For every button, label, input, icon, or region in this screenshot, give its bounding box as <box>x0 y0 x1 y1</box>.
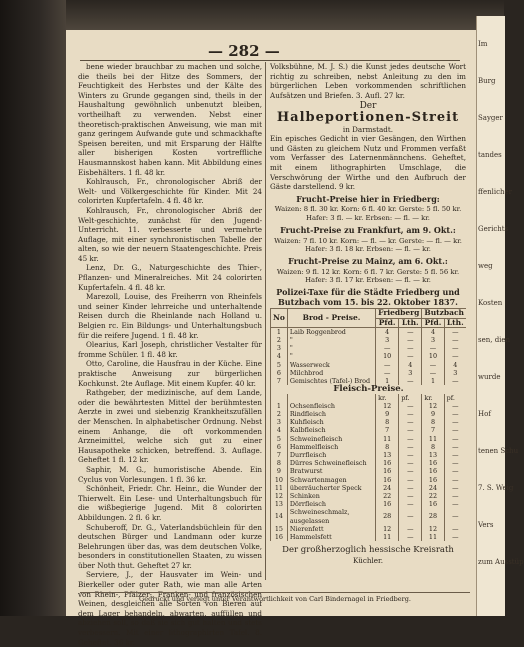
meat-row <box>271 533 467 541</box>
value-cell: — <box>399 476 422 484</box>
value-cell: 12 <box>376 402 399 410</box>
value-cell: 8 <box>271 459 288 467</box>
value-cell: — <box>399 352 422 360</box>
value-cell: 12 <box>376 525 399 533</box>
value-cell: 2 <box>271 410 288 418</box>
entry-paragraph: Schönheit, Friedr. Chr. Heinr., die Wunder der Thierwelt. Ein Lese- und Unterhaltungsbuch für die wißbegierige Jugend. Mit 8 colorirten Abbildungen. 2 fl. 6 kr. <box>78 484 262 522</box>
entry-paragraph: Kohlrausch, Fr., chronologischer Abriß der Welt-geschichte, zunächst für den Jugend- Unterricht. 11. verbesserte und vermehrte Auflage, mit einer synchronistischen Tabelle der alten, so wie der neuern Staatengeschichte. Preis 45 kr. <box>78 205 262 263</box>
next-page-fragment: weg <box>478 262 493 270</box>
value-cell: 3 <box>444 369 466 377</box>
next-page-fragment: Im <box>478 40 488 48</box>
value-cell: 4 <box>399 361 422 369</box>
next-page-fragment: Hof <box>478 410 491 418</box>
value-cell: — <box>399 508 422 524</box>
unit-header: kr. <box>376 394 399 402</box>
value-cell: 10 <box>271 476 288 484</box>
next-page-fragment: Vers <box>478 521 494 529</box>
value-cell: 13 <box>376 451 399 459</box>
entry-paragraph: bene wieder brauchbar zu machen und solche, die theils bei der Hitze des Sommers, der Feuchtigkeit des Herbstes und der Kälte des Winters zu Grunde gegangen sind, theils in der Haushaltung gewöhnlich unbenutzt bleiben, vortheilhaft zu verwenden. Nebst einer theoretisch-praktischen Anweisung, wie man mit ganz geringem Aufwande gute und schmackhafte Speisen bereiten, und mit Ersparung der Hälfte aller bisherigen Kosten vortreffliche Hausmannskost haben kann. Mit Abbildung eines Eisbehälters. 1 fl. 48 kr. <box>78 62 262 177</box>
value-cell: 8 <box>376 418 399 426</box>
value-cell: — <box>444 451 466 459</box>
unit-header: pf. <box>399 394 422 402</box>
value-cell: — <box>399 377 422 385</box>
unit-header: Pfd. <box>422 318 444 327</box>
meat-row <box>271 451 467 459</box>
fruit-prices-mainz-heading: Frucht-Preise zu Mainz, am 6. Okt.: <box>288 256 448 267</box>
poem-title-place: in Darmstadt. <box>342 124 394 134</box>
value-cell: — <box>444 426 466 434</box>
value-cell: 4 <box>444 361 466 369</box>
item-name-cell: Ochsenfleisch <box>287 402 375 410</box>
entry-paragraph: Schuberoff, Dr. G., Vaterlandsbüchlein für den deutschen Bürger und Landmann oder kurze Belehrungen über das, was dem deutschen Volke, besonders in constitutionellen Staaten, zu wissen über Noth thut. Geheftet 27 kr. <box>78 522 262 570</box>
value-cell: — <box>444 525 466 533</box>
value-cell: 3 <box>376 336 399 344</box>
value-cell: 16 <box>271 533 288 541</box>
fruit-prices-mainz: Waizen: 9 fl. 12 kr. Korn: 6 fl. 7 kr. Gerste: 5 fl. 56 kr. Hafer: 3 fl. 17 kr. Erbsen: — fl. — kr. <box>276 267 460 285</box>
value-cell: — <box>399 500 422 508</box>
poem-title: Halbeportionen-Streit <box>276 109 460 125</box>
next-page-fragment: ffenlicher <box>478 188 513 196</box>
value-cell: 8 <box>422 418 444 426</box>
value-cell: 24 <box>376 484 399 492</box>
value-cell: — <box>444 476 466 484</box>
item-name-cell: Milchbrod <box>287 369 375 377</box>
meat-row <box>271 484 467 492</box>
item-name-cell: " <box>287 352 375 360</box>
value-cell: 5 <box>271 361 288 369</box>
value-cell: — <box>422 361 444 369</box>
meat-row <box>271 410 467 418</box>
spacer-cell <box>271 394 288 402</box>
page-number: — 282 — <box>208 42 280 60</box>
column-header-no: No <box>271 309 288 327</box>
value-cell: 22 <box>422 492 444 500</box>
bread-rows <box>271 327 467 385</box>
book-gutter <box>0 0 66 616</box>
fruit-prices-friedberg-heading: Frucht-Preise hier in Friedberg: <box>296 193 440 204</box>
item-name-cell: " <box>287 336 375 344</box>
unit-header: Lth. <box>444 318 466 327</box>
value-cell: — <box>399 336 422 344</box>
bread-row <box>271 336 467 344</box>
value-cell: — <box>444 492 466 500</box>
bread-row <box>271 352 467 360</box>
value-cell: 5 <box>271 435 288 443</box>
bread-row <box>271 369 467 377</box>
item-name-cell: Laib Roggenbrod <box>287 327 375 336</box>
entry-paragraph: Rathgeber, der medizinische, auf dem Lande, oder die bewährtesten Mittel der berühmtesten Aerzte in zwei und siebenzig Krankheitszufällen der Menschen. In alphabetischer Ordnung. Nebst einem Anhange, die oft vorkommenden Arzneimittel, welche sich gut zu einer Hausapotheke schicken, betreffend. 3. Auflage. Geheftet 1 fl. 12 kr. <box>78 388 262 465</box>
poem-description: Ein episches Gedicht in vier Gesängen, den Wirthen und Gästen zu gleichem Nutz und Frommen verfaßt vom Verfasser des Laternenmännchens. Geheftet, mit einem lithographirten Umschlage, die Verschwörung der Wirthe und den Aufbruch der Gäste darstellend. 9 kr. <box>270 134 466 192</box>
item-name-cell: Hammelfleisch <box>287 443 375 451</box>
unit-header: kr. <box>422 394 444 402</box>
value-cell: 4 <box>376 327 399 336</box>
value-cell: — <box>399 533 422 541</box>
value-cell: — <box>399 410 422 418</box>
entry-paragraph: Saphir, M. G., humoristische Abende. Ein Cyclus von Vorlesungen. 1 fl. 36 kr. <box>78 464 262 484</box>
header-rule <box>80 60 460 61</box>
item-name-cell: Bratwurst <box>287 467 375 475</box>
value-cell: 9 <box>376 410 399 418</box>
item-name-cell: Wasserweck <box>287 361 375 369</box>
value-cell: — <box>376 369 399 377</box>
next-page-fragment: Burg <box>478 77 496 85</box>
book-top-edge <box>60 0 504 30</box>
price-table <box>270 308 466 541</box>
meat-row <box>271 525 467 533</box>
item-name-cell: Schwartenmagen <box>287 476 375 484</box>
meat-row <box>271 443 467 451</box>
value-cell: 1 <box>271 327 288 336</box>
value-cell: 16 <box>376 459 399 467</box>
value-cell: 4 <box>271 352 288 360</box>
spacer-cell <box>287 394 375 402</box>
value-cell: 1 <box>271 402 288 410</box>
value-cell: 4 <box>271 426 288 434</box>
value-cell: 8 <box>422 443 444 451</box>
value-cell: — <box>399 426 422 434</box>
value-cell: — <box>444 533 466 541</box>
meat-row <box>271 492 467 500</box>
value-cell: 8 <box>376 443 399 451</box>
value-cell: 12 <box>422 402 444 410</box>
item-name-cell: Schweineschmalz, ausgelassen <box>287 508 375 524</box>
value-cell: — <box>399 467 422 475</box>
value-cell: 28 <box>422 508 444 524</box>
item-name-cell: Rindfleisch <box>287 410 375 418</box>
bread-row <box>271 344 467 352</box>
value-cell: — <box>399 344 422 352</box>
signature-title: Der großherzoglich hessische Kreisrath <box>282 545 454 556</box>
police-tax-heading: Polizei-Taxe für die Städte Friedberg und Butzbach vom 15. bis 22. Oktober 1837. <box>276 287 460 307</box>
value-cell: 14 <box>271 508 288 524</box>
meat-row <box>271 459 467 467</box>
fruit-prices-friedberg: Waizen: 8 fl. 30 kr. Korn: 6 fl. 40 kr. Gerste: 5 fl. 50 kr. Hafer: 3 fl. — kr. Erbsen: — fl. — kr. <box>274 205 462 223</box>
value-cell: — <box>444 443 466 451</box>
value-cell: — <box>444 418 466 426</box>
column-divider <box>265 62 266 580</box>
item-name-cell: " <box>287 344 375 352</box>
value-cell: 16 <box>422 476 444 484</box>
entry-paragraph: Lenz, Dr. G., Naturgeschichte des Thier-, Pflanzen- und Mineralreiches. Mit 24 colorirten Kupfertafeln. 4 fl. 48 kr. <box>78 263 262 292</box>
item-name-cell: Dürres Schweinefleisch <box>287 459 375 467</box>
value-cell: 12 <box>422 525 444 533</box>
value-cell: — <box>444 467 466 475</box>
value-cell: 10 <box>376 352 399 360</box>
poem-title-article: Der <box>359 101 377 112</box>
value-cell: — <box>399 484 422 492</box>
item-name-cell: Dörrfleisch <box>287 500 375 508</box>
value-cell: 13 <box>271 500 288 508</box>
value-cell: — <box>444 336 466 344</box>
entry-paragraph: Kohlrausch, Fr., chronologischer Abriß der Welt- und Völkergeschichte für Kinder. Mit 24 colorirten Kupfertafeln. 4 fl. 48 kr. <box>78 177 262 206</box>
item-name-cell: Schinken <box>287 492 375 500</box>
next-page-fragment: tandes <box>478 151 502 159</box>
item-name-cell: Kalbfleisch <box>287 426 375 434</box>
bread-row <box>271 327 467 336</box>
fruit-prices-frankfurt: Waizen: 7 fl. 10 kr. Korn: — fl. — kr. Gerste: — fl. — kr. Hafer: 3 fl. 18 kr. Erbsen: — fl. — kr. <box>274 236 462 254</box>
value-cell: 3 <box>271 344 288 352</box>
value-cell: 12 <box>271 492 288 500</box>
value-cell: — <box>444 459 466 467</box>
unit-header: pf. <box>444 394 466 402</box>
value-cell: 4 <box>422 327 444 336</box>
value-cell: 24 <box>422 484 444 492</box>
item-name-cell: Hammelsfett <box>287 533 375 541</box>
value-cell: 3 <box>422 336 444 344</box>
item-name-cell: Kuhfleisch <box>287 418 375 426</box>
bread-row <box>271 361 467 369</box>
value-cell: — <box>422 344 444 352</box>
meat-row <box>271 467 467 475</box>
value-cell: 11 <box>376 435 399 443</box>
left-column <box>78 62 262 647</box>
value-cell: 9 <box>271 467 288 475</box>
value-cell: 15 <box>271 525 288 533</box>
value-cell: 6 <box>271 443 288 451</box>
value-cell: 7 <box>422 426 444 434</box>
column-header-bread: Brod - Preise. <box>287 309 375 327</box>
value-cell: 11 <box>422 533 444 541</box>
value-cell: — <box>444 484 466 492</box>
value-cell: — <box>444 410 466 418</box>
meat-row <box>271 508 467 524</box>
next-page-fragment: Gerichts <box>478 225 509 233</box>
value-cell: 16 <box>422 500 444 508</box>
value-cell: 1 <box>422 377 444 385</box>
intro-paragraph: Volksbühne, M. J. S.) die Kunst jedes deutsche Wort richtig zu schreiben, nebst Anleitung zu den im bürgerlichen Leben vorkommenden schriftlichen Aufsätzen und Briefen. 3. Aufl. 27 kr. <box>270 62 466 100</box>
meat-row <box>271 402 467 410</box>
value-cell: — <box>376 361 399 369</box>
meat-rows <box>271 402 467 541</box>
next-page-fragment: Kosten <box>478 299 503 307</box>
item-name-cell: Gemischtes (Tafel-) Brod <box>287 377 375 385</box>
value-cell: 22 <box>376 492 399 500</box>
value-cell: — <box>444 435 466 443</box>
value-cell: — <box>376 344 399 352</box>
value-cell: — <box>399 327 422 336</box>
value-cell: 3 <box>271 418 288 426</box>
next-page-fragment: sen, dien <box>478 336 511 344</box>
value-cell: — <box>444 402 466 410</box>
value-cell: — <box>399 492 422 500</box>
signature-name: Küchler. <box>353 555 383 565</box>
right-column <box>270 62 466 565</box>
value-cell: — <box>399 402 422 410</box>
next-page-fragment: wurde <box>478 373 501 381</box>
unit-header: Lth. <box>399 318 422 327</box>
value-cell: 9 <box>422 410 444 418</box>
value-cell: 16 <box>422 467 444 475</box>
item-name-cell: überräucherter Speck <box>287 484 375 492</box>
value-cell: 2 <box>271 336 288 344</box>
entry-paragraph: Serviere, J., der Hausvater im Wein- und Bierkeller oder guter Rath, wie man alle Arten von Rhein-, Pfälzer-, Franken- und französischen Weinen, desgleichen alle Sorten von Bieren auf dem Lager behandeln, abwarten, auffüllen und abziehen soll, so daß sie sich gut halten und stets verbessern. Mit einer lithographirten Tafel. 8. Geheftet. 36 kr. <box>78 570 262 647</box>
value-cell: — <box>399 435 422 443</box>
value-cell: — <box>399 451 422 459</box>
entry-paragraph: Otto, Caroline, die Hausfrau in der Küche. Eine praktische Anweisung zur bürgerlichen Kochkunst. 2te Auflage. Mit einem Kupfer. 40 kr. <box>78 359 262 388</box>
value-cell: — <box>444 508 466 524</box>
value-cell: 3 <box>399 369 422 377</box>
next-page-fragment: Sayger <box>478 114 503 122</box>
value-cell: — <box>399 525 422 533</box>
next-page-fragment: 7. S. Weig <box>478 484 514 492</box>
meat-row <box>271 418 467 426</box>
meat-row <box>271 426 467 434</box>
value-cell: 11 <box>271 484 288 492</box>
value-cell: 16 <box>376 476 399 484</box>
entry-paragraph: Marezoll, Louise, des Freiherrn von Rheinfels und seiner Kinder lehrreiche und unterhaltende Reisen durch die Rheinlande nach Holland u. Belgien rc. Ein Bildungs- und Unterhaltungsbuch für die reifere Jugend. 1 fl. 48 kr. <box>78 292 262 340</box>
value-cell: — <box>444 500 466 508</box>
value-cell: — <box>422 369 444 377</box>
meat-prices-heading: Fleisch-Preise. <box>271 385 467 393</box>
next-page-fragment: zum Ausstüp <box>478 558 524 566</box>
value-cell: 16 <box>376 500 399 508</box>
column-header-friedberg: Friedberg <box>376 309 422 318</box>
value-cell: 16 <box>376 467 399 475</box>
meat-row <box>271 500 467 508</box>
value-cell: 16 <box>422 459 444 467</box>
value-cell: 7 <box>271 451 288 459</box>
value-cell: 13 <box>422 451 444 459</box>
column-header-butzbach: Butzbach <box>422 309 466 318</box>
value-cell: 10 <box>422 352 444 360</box>
item-name-cell: Nierenfett <box>287 525 375 533</box>
fruit-prices-frankfurt-heading: Frucht-Preise zu Frankfurt, am 9. Okt.: <box>280 224 456 235</box>
value-cell: 11 <box>422 435 444 443</box>
value-cell: — <box>444 352 466 360</box>
value-cell: 7 <box>271 377 288 385</box>
value-cell: — <box>444 344 466 352</box>
value-cell: 7 <box>376 426 399 434</box>
value-cell: — <box>444 377 466 385</box>
value-cell: 6 <box>271 369 288 377</box>
meat-row <box>271 476 467 484</box>
value-cell: — <box>444 327 466 336</box>
meat-row <box>271 435 467 443</box>
value-cell: 1 <box>376 377 399 385</box>
item-name-cell: Schweinefleisch <box>287 435 375 443</box>
value-cell: 11 <box>376 533 399 541</box>
next-page-fragment: tenen Schu <box>478 447 519 455</box>
item-name-cell: Durrfleisch <box>287 451 375 459</box>
value-cell: — <box>399 443 422 451</box>
printer-imprint: Gedruckt und verlegt unter Verantwortlichkeit von Carl Bindernagel in Friedberg. <box>80 592 470 603</box>
entry-paragraph: Olearius, Karl Joseph, christlicher Vestalter für fromme Schüler. 1 fl. 48 kr. <box>78 340 262 359</box>
value-cell: — <box>399 459 422 467</box>
value-cell: — <box>399 418 422 426</box>
value-cell: 28 <box>376 508 399 524</box>
unit-header: Pfd. <box>376 318 399 327</box>
